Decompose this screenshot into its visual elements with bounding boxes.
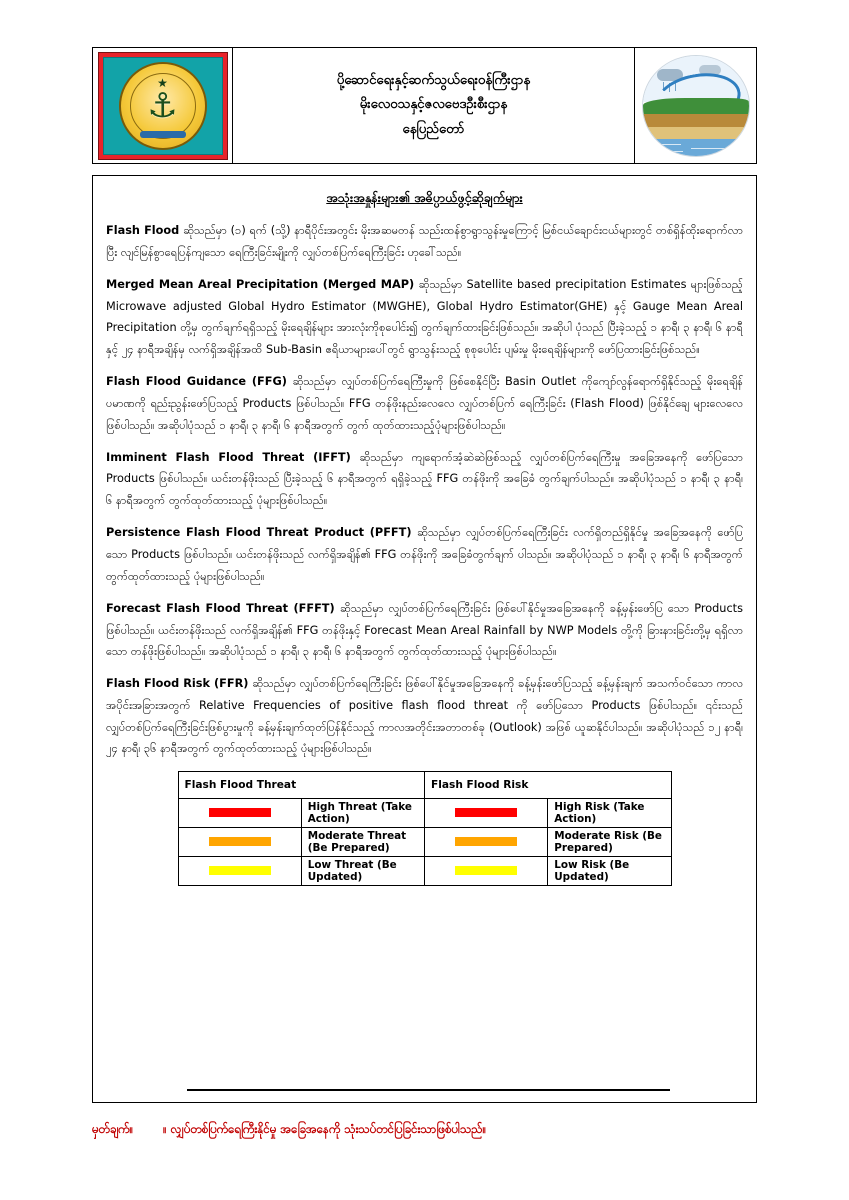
legend-label-moderate-risk: Moderate Risk (Be Prepared) [548,827,671,856]
city-name: နေပြည်တော် [402,121,465,137]
table-row [178,856,671,885]
logo-ground [643,100,749,156]
legend-table-wrapper [106,771,743,886]
star-icon: ★ [157,75,168,90]
table-row [178,827,671,856]
seal-disc [119,62,207,150]
definition-paragraph-flash-flood [106,220,743,263]
legend-swatch-low-threat [178,856,301,885]
term-text: ဆိုသည်မှာ လျှပ်တစ်ပြက်ရေကြီးခြင်း လက်ရှိတည်ရှိနိုင်မှု အခြေအနေကို ဖော်ပြသော Products ဖြစ်ပါသည်။ ယင်းတန်ဖိုးသည် လက်ရှိအချိန်၏ FFG တန်ဖိုးကို အခြေခံတွက်ချက် ပါသည်။ အဆိုပါပုံသည် ၁ နာရီ၊ ၃ နာရီ၊ ၆ နာရီအတွက် တွက်ထုတ်ထားသည့် ပုံများဖြစ်ပါသည်။ [106,526,743,583]
header-right-logo-cell [634,48,756,163]
legend-label-low-risk: Low Risk (Be Updated) [548,856,671,885]
color-swatch [455,866,517,875]
footer-note [92,1122,792,1139]
definition-paragraph-ffg [106,371,743,436]
color-swatch [455,808,517,817]
definition-paragraph-pfft [106,522,743,587]
definition-paragraph-ffr [106,673,743,760]
soil-layer [643,114,749,128]
wave-line [653,144,681,146]
term-text: ဆိုသည်မှာ လျှပ်တစ်ပြက်ရေကြီးမှုကို ဖြစ်စေနိုင်ပြီး Basin Outlet ကိုကျော်လွန်ရောက်ရှိနိုင်သည့် မိုးရေချိန်ပမာဏကို ရည်းညွန်းဖော်ပြသည့် Products ဖြစ်ပါသည်။ FFG တန်ဖိုးနည်းလေလေ လျှပ်တစ်ပြက် ရေကြီးခြင်း (Flash Flood) ဖြစ်နိုင်ချေ များလေလေဖြစ်ပါသည်။ အဆိုပါပုံသည် ၁ နာရီ၊ ၃ နာရီ၊ ၆ နာရီအတွက် တွက် ထုတ်ထားသည့်ပုံများဖြစ်ပါသည်။ [106,375,743,432]
term-text: ဆိုသည်မှာ (၁) ရက် (သို့) နာရီပိုင်းအတွင်း မိုးအဆမတန် သည်းထန်စွာရွာသွန်းမှုကြောင့် မြစ်ငယ်ချောင်းငယ်များတွင် တစ်ရှိန်ထိုးရောက်လာပြီး လျင်မြန်စွာရေပြန်ကျသော ရေကြီးခြင်းမျိုးကို လျှပ်တစ်ပြက်ရေကြီးခြင်း ဟုခေါ်သည်။ [106,224,743,259]
term-label: Imminent Flash Flood Threat (IFFT) [106,450,351,464]
table-row [178,798,671,827]
department-name: မိုးလေဝသနှင့်ဇလဗေဒဦးစီးဌာန [359,97,508,113]
legend-swatch-high-risk [425,798,548,827]
footer-note-text: ။ လျှပ်တစ်ပြက်ရေကြီးနိုင်မှု အခြေအနေကို သုံးသပ်တင်ပြခြင်းသာဖြစ်ပါသည်။ [163,1122,487,1136]
bottom-divider [187,1089,670,1091]
legend-header-threat: Flash Flood Threat [178,771,425,798]
page-title: အသုံးအနှုန်းများ၏ အဓိပ္ပာယ်ဖွင့်ဆိုချက်များ [326,190,523,205]
definitions-content-box [92,175,757,1103]
term-text: ဆိုသည်မှာ Satellite based precipitation Estimates များဖြစ်သည့် Microwave adjusted Global Hydro Estimator (MWGHE), Global Hydro Estimator(GHE) နှင့် Gauge Mean Areal Precipitation တို့မှ တွက်ချက်ရရှိသည့် မိုးရေချိန်များ အားလုံးကိုစုပေါင်း၍ တွက်ချက်ထားခြင်းဖြစ်သည်။ အဆိုပါ ပုံသည် ပြီးခဲ့သည့် ၁ နာရီ၊ ၃ နာရီ၊ ၆ နာရီနှင့် ၂၄ နာရီအချိန်မှ လက်ရှိအချိန်အထိ Sub-Basin ဧရိယာများပေါ်တွင် ရွာသွန်းသည့် စုစုပေါင်း ပျမ်းမှု မိုးရေချိန်များကို ဖော်ပြထားခြင်းဖြစ်သည်။ [106,277,743,356]
header-left-logo-cell [93,48,233,163]
legend-header-risk: Flash Flood Risk [425,771,672,798]
document-header [92,47,757,164]
wave-line [691,148,725,150]
term-text: ဆိုသည်မှာ ကျရောက်အံ့ဆဲဆဲဖြစ်သည့် လျှပ်တစ်ပြက်ရေကြီးမှု အခြေအနေကို ဖော်ပြသော Products ဖြစ်ပါသည်။ ယင်းတန်ဖိုးသည် ပြီးခဲ့သည့် ၆ နာရီအတွက် ရရှိခဲ့သည့် FFG တန်ဖိုးကို အခြေခံ တွက်ချက်ပါသည်။ အဆိုပါပုံသည် ၁ နာရီ၊ ၃ နာရီ၊ ၆ နာရီအတွက် တွက်ထုတ်ထားသည့် ပုံများဖြစ်ပါသည်။ [106,450,743,508]
term-label: Persistence Flash Flood Threat Product (PFFT) [106,526,412,540]
color-swatch [209,808,271,817]
anchor-icon: ⚓ [147,85,178,126]
dmh-seal-emblem [98,52,228,160]
legend-label-moderate-threat: Moderate Threat (Be Prepared) [301,827,424,856]
legend-label-high-threat: High Threat (Take Action) [301,798,424,827]
hydro-met-cycle-logo [642,55,750,157]
definition-paragraph-ffft [106,598,743,663]
term-label: Merged Mean Areal Precipitation (Merged MAP) [106,277,415,291]
wave-line [661,151,683,153]
legend-swatch-high-threat [178,798,301,827]
footer-note-label: မှတ်ချက်။ [92,1122,134,1136]
water-layer [643,139,749,156]
seal-base-bar [140,131,186,138]
term-label: Forecast Flash Flood Threat (FFFT) [106,601,335,615]
legend-swatch-moderate-risk [425,827,548,856]
term-text: ဆိုသည်မှာ လျှပ်တစ်ပြက်ရေကြီးခြင်း ဖြစ်ပေါ်နိုင်မှုအခြေအနေကို ခန့်မှန်းဖော်ပြ သော Products ဖြစ်ပါသည်။ ယင်းတန်ဖိုးသည် လက်ရှိအချိန်၏ FFG တန်ဖိုးနှင့် Forecast Mean Areal Rainfall by NWP Models တို့ကို ခြားနားခြင်းတို့မှ ရရှိလာသော တန်ဖိုးဖြစ်ပါသည်။ အဆိုပါပုံသည် ၁ နာရီ၊ ၃ နာရီ၊ ၆ နာရီအတွက် တွက်ထုတ်ထားသည့် ပုံများဖြစ်ပါသည်။ [106,601,743,659]
color-swatch [455,837,517,846]
ministry-name: ပို့ဆောင်ရေးနှင့်ဆက်သွယ်ရေးဝန်ကြီးဌာန [336,72,531,88]
definition-paragraph-merged-map [106,274,743,361]
header-title-block [233,48,634,163]
color-swatch [209,837,271,846]
term-text: ဆိုသည်မှာ လျှပ်တစ်ပြက်ရေကြီးခြင်း ဖြစ်ပေါ်နိုင်မှုအခြေအနေကို ခန့်မှန်းဖော်ပြသည့် ခန့်မှန်းချက် အသက်ဝင်သော ကာလအပိုင်းအခြားအတွက် Relative Frequencies of positive flash flood threat ကို ဖော်ပြသော Products ဖြစ်ပါသည်။ ၎င်းသည် လျှပ်တစ်ပြက်ရေကြီးခြင်းဖြစ်ပွားမှုကို ခန့်မှန်းချက်ထုတ်ပြန်နိုင်သည့် ကာလအတိုင်းအတာတစ်ခု (Outlook) အဖြစ် ယူဆနိုင်ပါသည်။ အဆိုပါပုံသည် ၁၂ နာရီ၊ ၂၄ နာရီ၊ ၃၆ နာရီအတွက် တွက်ထုတ်ထားသည့် ပုံများဖြစ်ပါသည်။ [106,677,743,756]
legend-swatch-low-risk [425,856,548,885]
term-label: Flash Flood Guidance (FFG) [106,375,287,389]
legend-table [178,771,672,886]
legend-label-low-threat: Low Threat (Be Updated) [301,856,424,885]
table-header-row [178,771,671,798]
definition-paragraph-ifft [106,447,743,512]
color-swatch [209,866,271,875]
term-label: Flash Flood [106,224,180,237]
legend-label-high-risk: High Risk (Take Action) [548,798,671,827]
term-label: Flash Flood Risk (FFR) [106,677,249,691]
legend-swatch-moderate-threat [178,827,301,856]
